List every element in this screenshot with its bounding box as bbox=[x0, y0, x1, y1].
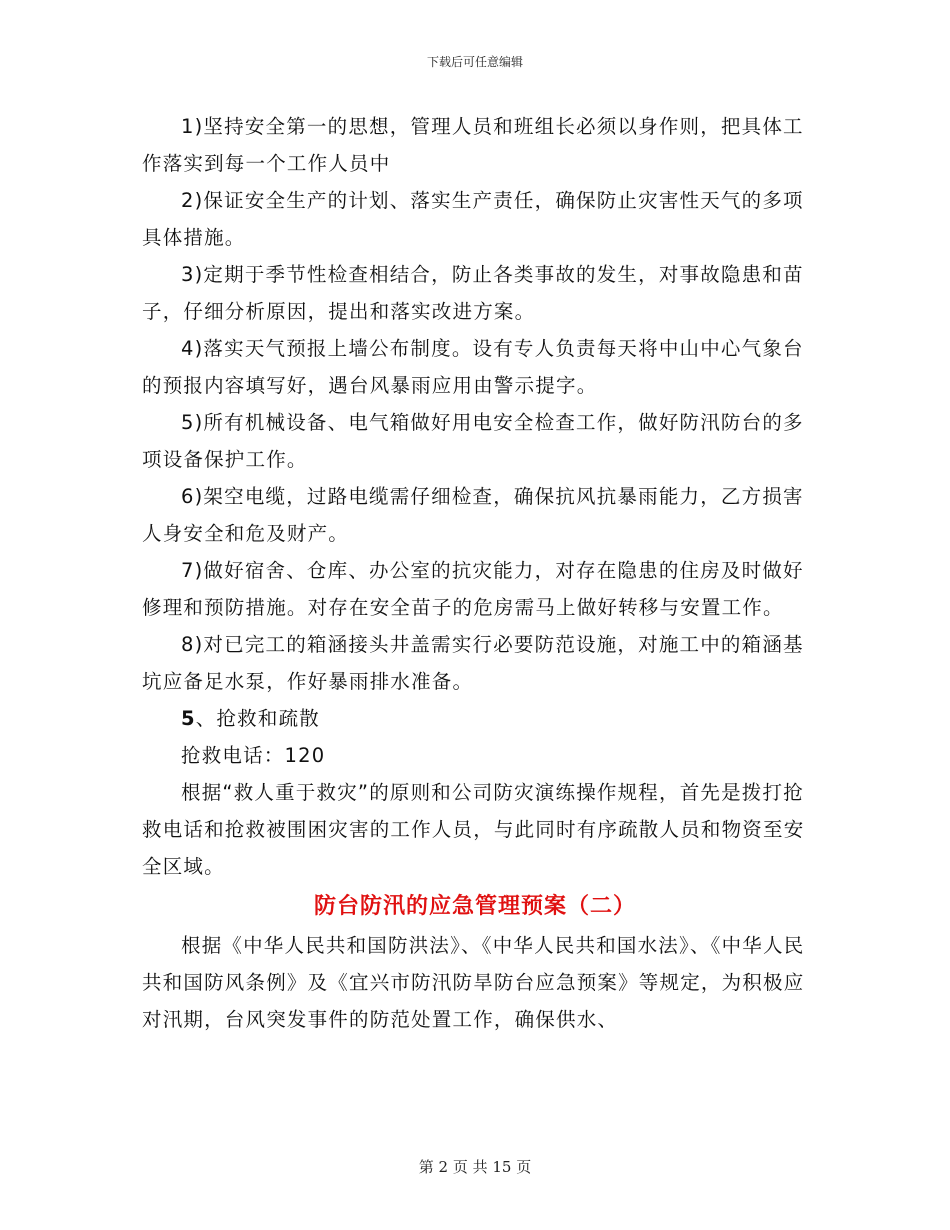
rescue-phone: 抢救电话：120 bbox=[181, 744, 326, 767]
intro-paragraph: 根据《中华人民共和国防洪法》、《中华人民共和国水法》、《中华人民共和国防风条例》及《宜兴市防汛防旱防台应急预案》等规定，为积极应对汛期，台风突发事件的防范处置工作，确保供水、 bbox=[142, 934, 805, 1031]
document-body bbox=[142, 108, 808, 1038]
paragraph-item-5: 5)所有机械设备、电气箱做好用电安全检查工作，做好防汛防台的多项设备保护工作。 bbox=[142, 411, 804, 471]
page-number-footer: 第 2 页 共 15 页 bbox=[418, 1158, 532, 1176]
paragraph-item-2: 2)保证安全生产的计划、落实生产责任，确保防止灾害性天气的多项具体措施。 bbox=[142, 189, 804, 249]
document-title: 防台防汛的应急管理预案（二） bbox=[313, 894, 636, 919]
section-title: 、抢救和疏散 bbox=[195, 707, 320, 730]
paragraph-item-3: 3)定期于季节性检查相结合，防止各类事故的发生，对事故隐患和苗子，仔细分析原因，提出和落实改进方案。 bbox=[142, 263, 804, 323]
section-number: 5 bbox=[181, 707, 196, 730]
rescue-paragraph: 根据“救人重于救灾”的原则和公司防灾演练操作规程，首先是拨打抢救电话和抢救被围困灾害的工作人员，与此同时有序疏散人员和物资至安全区域。 bbox=[142, 781, 805, 878]
section-heading-rescue bbox=[142, 700, 808, 737]
header-note: 下载后可任意编辑 bbox=[426, 55, 523, 69]
paragraph-item-7: 7)做好宿舍、仓库、办公室的抗灾能力，对存在隐患的住房及时做好修理和预防措施。对存在安全苗子的危房需马上做好转移与安置工作。 bbox=[142, 559, 804, 619]
paragraph-item-4: 4)落实天气预报上墙公布制度。设有专人负责每天将中山中心气象台的预报内容填写好，遇台风暴雨应用由警示提字。 bbox=[142, 337, 804, 397]
paragraph-item-6: 6)架空电缆，过路电缆需仔细检查，确保抗风抗暴雨能力，乙方损害人身安全和危及财产。 bbox=[142, 485, 804, 545]
paragraph-item-8: 8)对已完工的箱涵接头井盖需实行必要防范设施，对施工中的箱涵基坑应备足水泵，作好暴雨排水准备。 bbox=[142, 633, 804, 693]
paragraph-item-1: 1)坚持安全第一的思想，管理人员和班组长必须以身作则，把具体工作落实到每一个工作人员中 bbox=[142, 115, 804, 175]
